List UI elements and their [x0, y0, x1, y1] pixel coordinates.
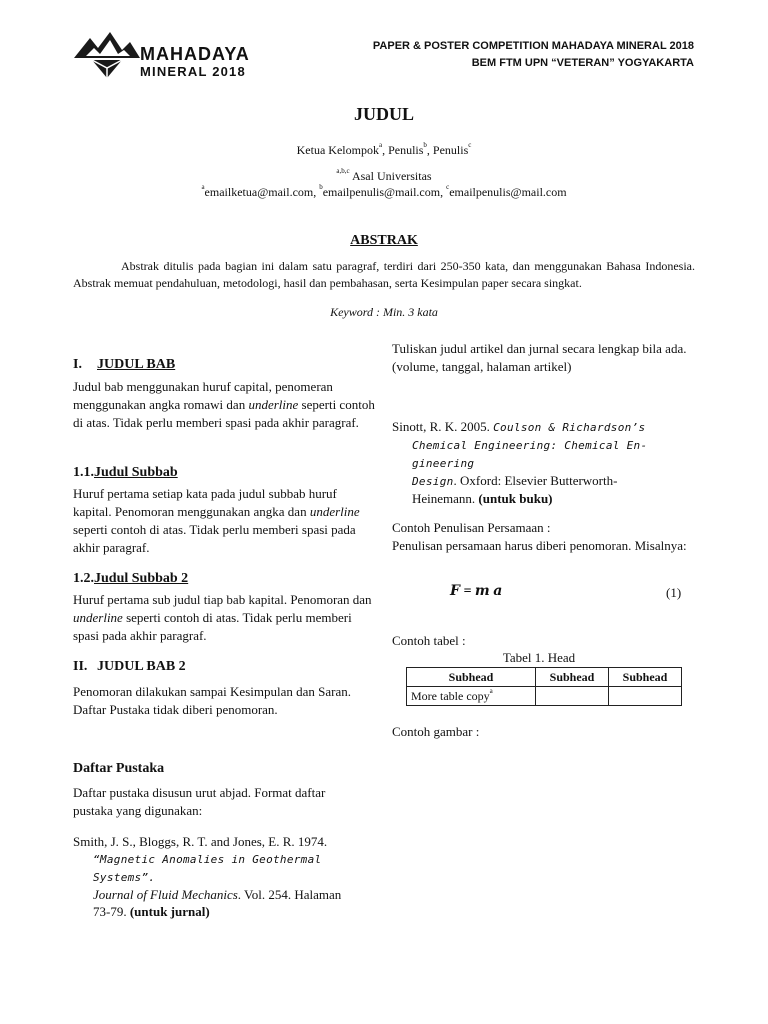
subsection-1-2-paragraph — [73, 591, 373, 645]
table-header-cell: Subhead — [609, 668, 682, 687]
table-cell — [407, 687, 536, 706]
equation-instruction: Penulisan persamaan harus diberi penomoran. Misalnya: — [392, 538, 687, 553]
abstract-heading: ABSTRAK — [350, 233, 418, 248]
table-caption: Tabel 1. Head — [502, 650, 576, 665]
table-header-cell: Subhead — [407, 668, 536, 687]
example-table — [406, 667, 682, 706]
reference-publisher-cont: Heinemann. — [412, 491, 479, 506]
reference-type-note: (untuk buku) — [478, 491, 553, 506]
mountain-logo-icon — [72, 28, 142, 80]
header-organizer-line: BEM FTM UPN “VETERAN” YOGYAKARTA — [471, 57, 694, 69]
email-separator: , — [440, 185, 447, 199]
author-superscript: a — [378, 141, 383, 149]
abstract-body: Abstrak ditulis pada bagian ini dalam satu paragraf, terdiri dari 250-350 kata, dan menggunakan Bahasa Indonesia. Abstrak memuat pendahuluan, metodologi, hasil dan pembahasan, serta Kesimpulan paper secara singkat. — [73, 259, 695, 290]
reference-type-note: (untuk jurnal) — [129, 904, 210, 919]
affiliation — [0, 169, 768, 184]
author-name: Penulis — [432, 143, 469, 157]
subsection-title: Judul Subbab 2 — [94, 571, 189, 586]
references-intro: Daftar pustaka disusun urut abjad. Format daftar pustaka yang digunakan: — [73, 785, 326, 818]
table-cell — [609, 687, 682, 706]
paragraph-emphasis: underline — [248, 397, 299, 412]
reference-book — [392, 418, 702, 507]
table-cell — [536, 687, 609, 706]
reference-article-title: “Magnetic Anomalies in Geothermal Systems”. — [93, 853, 322, 884]
logo-text-secondary: MINERAL 2018 — [140, 64, 246, 79]
equation-number: (1) — [666, 585, 682, 600]
section-2-paragraph: Penomoran dilakukan sampai Kesimpulan dan Saran. Daftar Pustaka tidak diberi penomoran. — [73, 684, 351, 717]
references-heading: Daftar Pustaka — [73, 761, 165, 776]
table-header-cell: Subhead — [536, 668, 609, 687]
section-number: II. — [73, 659, 88, 674]
paragraph-emphasis: underline — [73, 610, 123, 625]
reference-publisher: . Oxford: Elsevier Butterworth- — [453, 473, 618, 488]
email-address: emailpenulis@mail.com — [449, 185, 567, 199]
subsection-1-1-paragraph — [73, 485, 373, 557]
table-cell-superscript: a — [489, 686, 493, 695]
paragraph-emphasis: underline — [309, 504, 360, 519]
email-superscript: c — [446, 183, 450, 191]
keyword-line: Keyword : Min. 3 kata — [330, 305, 438, 319]
reference-volume: . Vol. 254. Halaman — [237, 887, 342, 902]
reference-book-title-cont: Chemical Engineering: Chemical En-gineering — [412, 439, 648, 470]
reference-authors: Smith, J. S., Bloggs, R. T. and Jones, E. R. 1974. — [73, 834, 328, 849]
paper-title: JUDUL — [353, 104, 414, 124]
subsection-number: 1.1. — [73, 465, 94, 480]
figure-heading: Contoh gambar : — [392, 724, 480, 739]
equation-heading: Contoh Penulisan Persamaan : — [392, 520, 551, 535]
author-superscript: b — [423, 141, 427, 149]
reference-journal-name: Journal of Fluid Mechanics — [93, 887, 238, 902]
reference-instruction: Tuliskan judul artikel dan jurnal secara lengkap bila ada. (volume, tanggal, halaman artikel) — [392, 341, 687, 374]
author-list — [0, 143, 768, 158]
paragraph-text: Huruf pertama setiap kata pada judul subbab huruf kapital. Penomoran menggunakan angka dan — [73, 486, 337, 519]
table-heading: Contoh tabel : — [392, 633, 466, 648]
logo-text-primary: MAHADAYA — [140, 44, 250, 64]
table-cell-text: More table copy — [411, 688, 490, 703]
paragraph-text: seperti contoh di atas. Tidak perlu memberi spasi pada akhir paragraf. — [73, 610, 352, 643]
equation: 𝑭 = 𝒎 𝒂 — [450, 584, 503, 599]
author-name: Penulis — [388, 143, 424, 157]
table-header-row — [407, 668, 682, 687]
email-superscript: b — [319, 183, 323, 191]
author-superscript: c — [468, 141, 472, 149]
reference-authors: Sinott, R. K. 2005. — [392, 419, 494, 434]
reference-journal — [73, 833, 379, 920]
paragraph-text: Judul bab menggunakan huruf capital, penomeran menggunakan angka romawi dan — [73, 379, 333, 412]
author-separator: , — [382, 143, 389, 157]
subsection-number: 1.2. — [73, 571, 94, 586]
section-heading-1 — [73, 357, 175, 373]
affiliation-text: Asal Universitas — [349, 169, 432, 183]
table-row — [407, 687, 682, 706]
author-separator: , — [426, 143, 433, 157]
subsection-title: Judul Subbab — [94, 465, 178, 480]
email-superscript: a — [201, 183, 205, 191]
header-competition-line: PAPER & POSTER COMPETITION MAHADAYA MINERAL 2018 — [372, 40, 694, 52]
section-title: JUDUL BAB 2 — [97, 659, 186, 674]
paragraph-text: Huruf pertama sub judul tiap bab kapital. Penomoran dan — [73, 592, 372, 607]
email-separator: , — [313, 185, 320, 199]
reference-pages: 73-79. — [93, 904, 130, 919]
email-address: emailketua@mail.com — [204, 185, 314, 199]
email-list — [0, 185, 768, 200]
subsection-heading-1-2 — [73, 571, 188, 587]
section-heading-2 — [73, 659, 186, 675]
author-name: Ketua Kelompok — [296, 143, 379, 157]
reference-book-title-end: Design — [412, 475, 454, 488]
paragraph-text: seperti contoh di atas. Tidak perlu memberi spasi pada akhir paragraf. — [73, 397, 375, 430]
example-table-wrap — [406, 667, 682, 706]
reference-book-title: Coulson & Richardson’s — [493, 421, 646, 434]
affiliation-superscript: a,b,c — [336, 167, 350, 175]
subsection-heading-1-1 — [73, 465, 178, 481]
section-1-paragraph — [73, 378, 379, 432]
section-title: JUDUL BAB — [97, 357, 176, 372]
email-address: emailpenulis@mail.com — [322, 185, 441, 199]
paragraph-text: seperti contoh di atas. Tidak perlu memberi spasi pada akhir paragraf. — [73, 522, 356, 555]
section-number: I. — [73, 357, 82, 372]
